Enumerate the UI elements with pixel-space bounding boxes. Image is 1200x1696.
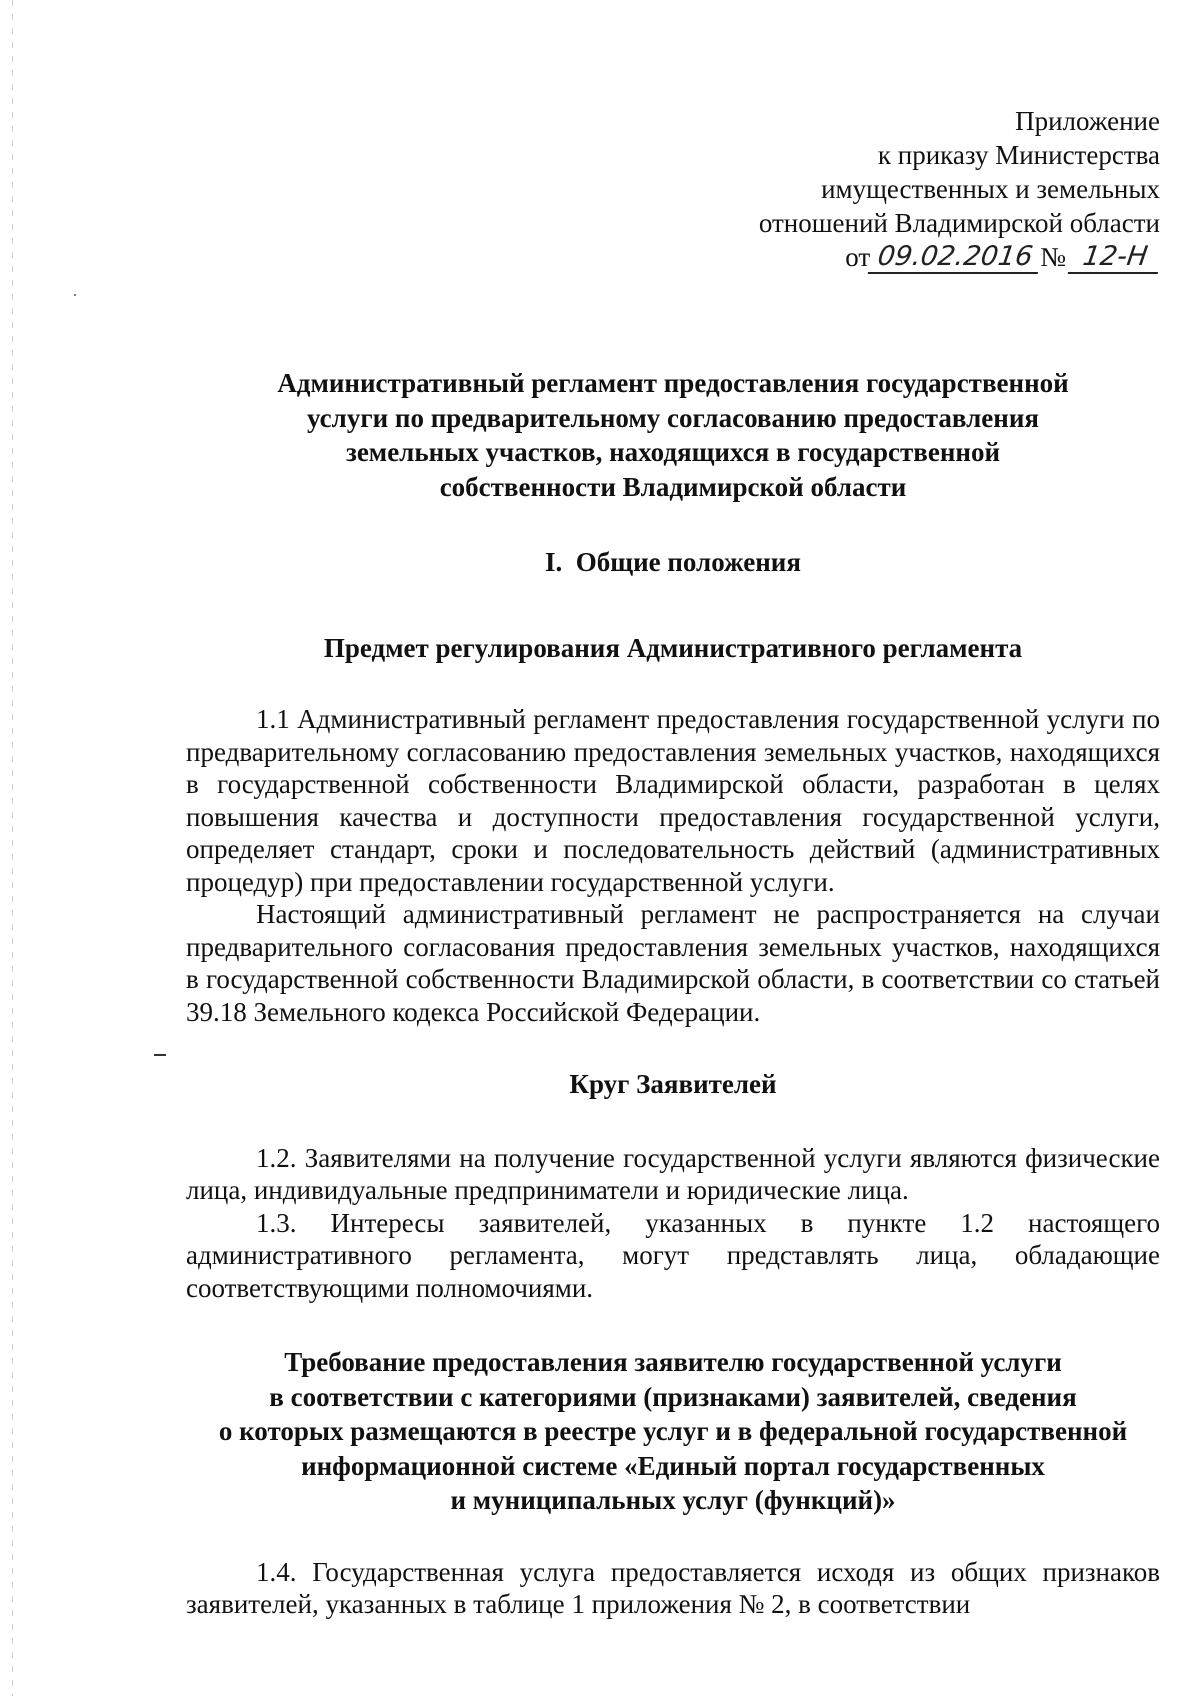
scan-dot <box>74 294 76 296</box>
requirement-paragraphs <box>186 1556 1160 1621</box>
heading-line: в соответствии с категориями (признаками) заявителей, сведения <box>269 1381 1077 1412</box>
title-line: земельных участков, находящихся в государственной <box>345 437 1001 467</box>
paragraph: 1.4. Государственная услуга предоставляется исходя из общих признаков заявителей, указанных в таблице 1 приложения № 2, в соответствии <box>186 1556 1160 1619</box>
subject-heading: Предмет регулирования Административного регламента <box>323 632 1023 663</box>
document-title <box>186 366 1160 504</box>
appendix-date-number <box>186 240 1160 274</box>
handwritten-number: 12-Н <box>1068 242 1162 274</box>
paragraph: 1.1 Административный регламент предоставления государственной услуги по предварительному согласованию предоставления земельных участков, находящихся в государственной собственности Владимирской области, разработан в целях повышения качества и доступности предоставления государственной услуги, определяет стандарт, сроки и последовательность действий (административных процедур) при предоставлении государственной услуги. <box>186 704 1160 897</box>
appendix-line: Приложение <box>1015 106 1160 136</box>
appendix-line: имущественных и земельных <box>821 174 1160 204</box>
applicants-paragraphs <box>186 1142 1160 1305</box>
section-heading: I. Общие положения <box>545 547 801 577</box>
title-line: услуги по предварительному согласованию предоставления <box>307 402 1039 433</box>
document-page <box>186 104 1160 1621</box>
scan-mark <box>154 1054 166 1056</box>
handwritten-date: 09.02.2016 <box>868 242 1042 274</box>
appendix-line: отношений Владимирской области <box>758 208 1160 238</box>
heading-line: информационной системе «Единый портал государственных <box>301 1450 1045 1481</box>
paragraph: 1.2. Заявителями на получение государственной услуги являются физические лица, индивидуальные предприниматели и юридические лица. <box>186 1142 1160 1205</box>
heading-line: Требование предоставления заявителю государственной услуги <box>284 1347 1062 1377</box>
appendix-block <box>186 104 1160 274</box>
number-prefix: № <box>1040 242 1066 272</box>
title-line: собственности Владимирской области <box>439 471 907 502</box>
scan-edge-artifact <box>12 0 13 1696</box>
applicants-heading: Круг Заявителей <box>569 1069 777 1099</box>
heading-line: и муниципальных услуг (функций)» <box>450 1485 896 1515</box>
paragraph: 1.3. Интересы заявителей, указанных в пункте 1.2 настоящего административного регламента, могут представлять лица, обладающие соответствующими полномочиями. <box>186 1207 1160 1303</box>
heading-line: о которых размещаются в реестре услуг и в федеральной государственной <box>218 1416 1128 1446</box>
requirement-heading <box>186 1345 1160 1518</box>
appendix-line: к приказу Министерства <box>877 140 1160 170</box>
date-prefix: от <box>845 242 871 272</box>
subject-paragraphs <box>186 703 1160 1028</box>
paragraph: Настоящий административный регламент не распространяется на случаи предварительного согласования предоставления земельных участков, находящихся в государственной собственности Владимирской области, в соответствии со статьей 39.18 Земельного кодекса Российской Федерации. <box>186 899 1160 1027</box>
title-line: Административный регламент предоставления государственной <box>277 368 1069 398</box>
